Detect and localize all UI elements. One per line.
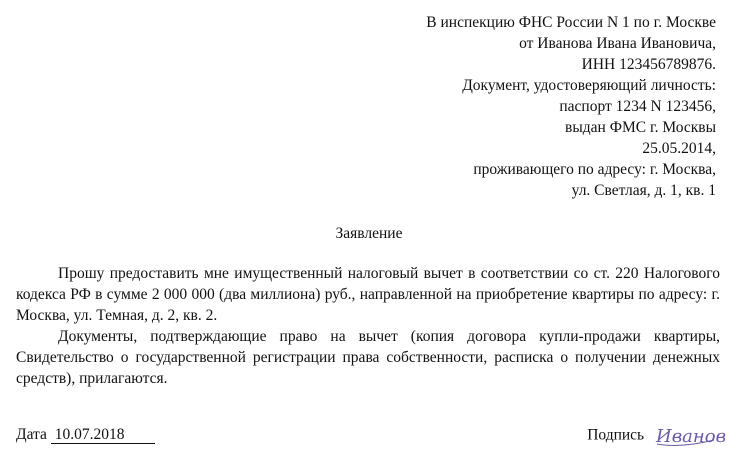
- header-line-from: от Иванова Ивана Ивановича,: [519, 35, 716, 52]
- body-paragraph-request: Прошу предоставить мне имущественный налоговый вычет в соответствии со ст. 220 Налогового кодекса РФ в сумме 2 000 000 (два миллиона) руб., направленной на приобретение квартиры по адресу: г. Москва, ул. Темная, д. 2, кв. 2.: [16, 265, 720, 324]
- document-body: [16, 263, 720, 389]
- header-line-inspection: В инспекцию ФНС России N 1 по г. Москве: [426, 14, 716, 31]
- signature-label: Подпись: [587, 426, 645, 444]
- header-line-id-doc: Документ, удостоверяющий личность:: [462, 77, 716, 94]
- header-line-inn: ИНН 123456789876.: [581, 56, 716, 73]
- header-line-address: проживающего по адресу: г. Москва,: [473, 161, 716, 178]
- header-line-issued: выдан ФМС г. Москвы: [565, 119, 716, 136]
- signature-field: [587, 420, 727, 450]
- addressee-block: [426, 12, 716, 201]
- document-title: Заявление: [335, 225, 403, 242]
- header-line-street: ул. Светлая, д. 1, кв. 1: [571, 182, 716, 199]
- signature-glyphs: Иванов: [656, 426, 727, 447]
- header-line-issue-date: 25.05.2014,: [642, 140, 716, 157]
- body-paragraph-attachments: Документы, подтверждающие право на вычет (копия договора купли-продажи квартиры, Свидетельство о государственной регистрации права собственности, расписка о получении денежных средств), прилагаются.: [16, 328, 720, 387]
- date-field: [16, 424, 155, 445]
- date-value: 10.07.2018: [51, 426, 155, 444]
- handwritten-signature: [654, 420, 727, 450]
- date-label: Дата: [16, 426, 47, 443]
- header-line-passport: паспорт 1234 N 123456,: [559, 98, 716, 115]
